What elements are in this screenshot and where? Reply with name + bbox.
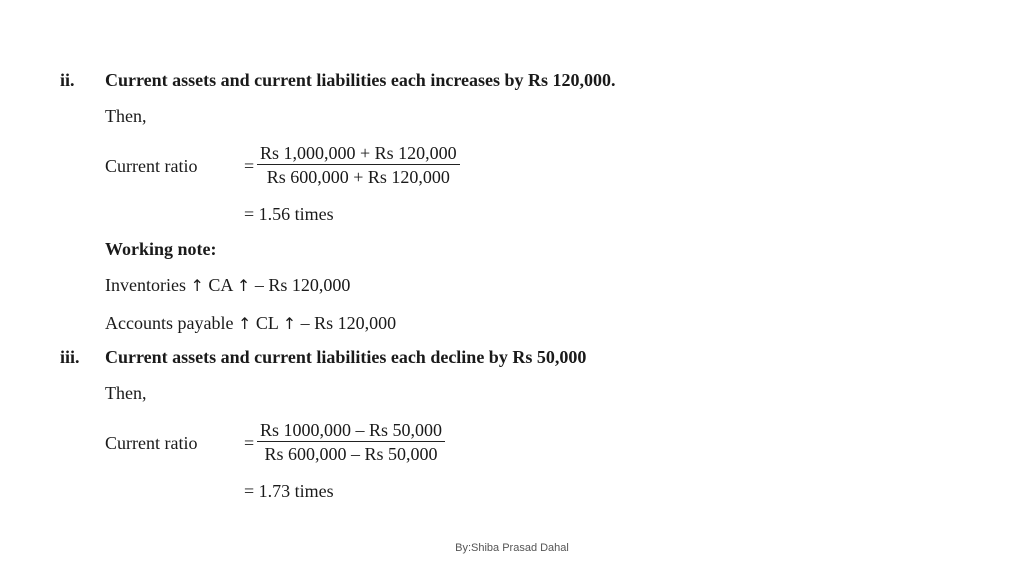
note-2-cl: CL <box>255 313 279 333</box>
up-arrow-icon: ↑ <box>282 314 297 333</box>
up-arrow-icon: ↑ <box>236 276 251 295</box>
working-note-title: Working note: <box>105 239 217 259</box>
section-number-ii: ii. <box>60 70 75 90</box>
up-arrow-icon: ↑ <box>237 314 252 333</box>
working-note-line-1 <box>105 275 350 296</box>
section-iii-numerator: Rs 1000,000 – Rs 50,000 <box>257 420 445 442</box>
section-iii-equals: = <box>244 433 255 453</box>
section-ii-denominator: Rs 600,000 + Rs 120,000 <box>266 167 450 187</box>
section-ii-ratio-label: Current ratio <box>105 156 198 176</box>
note-2-item: Accounts payable <box>105 313 234 333</box>
section-number-iii: iii. <box>60 347 80 367</box>
note-1-ca: CA <box>208 275 233 295</box>
section-iii-then: Then, <box>105 383 147 403</box>
author-footer: By:Shiba Prasad Dahal <box>455 542 569 554</box>
section-iii-fraction <box>257 420 445 465</box>
section-iii-denominator: Rs 600,000 – Rs 50,000 <box>264 444 438 464</box>
note-2-amount: – Rs 120,000 <box>300 313 397 333</box>
section-ii-numerator: Rs 1,000,000 + Rs 120,000 <box>257 143 460 165</box>
section-ii-equals: = <box>244 156 255 176</box>
up-arrow-icon: ↑ <box>190 276 204 295</box>
working-note-line-2 <box>105 313 396 334</box>
section-ii-heading: Current assets and current liabilities each increases by Rs 120,000. <box>105 70 616 90</box>
note-1-amount: – Rs 120,000 <box>254 275 351 295</box>
section-ii-result: = 1.56 times <box>244 204 334 224</box>
section-ii-then: Then, <box>105 106 147 126</box>
section-iii-heading: Current assets and current liabilities each decline by Rs 50,000 <box>105 347 587 367</box>
section-iii-result: = 1.73 times <box>244 481 334 501</box>
note-1-item: Inventories <box>105 275 186 295</box>
section-ii-fraction <box>257 143 460 188</box>
section-iii-ratio-label: Current ratio <box>105 433 198 453</box>
